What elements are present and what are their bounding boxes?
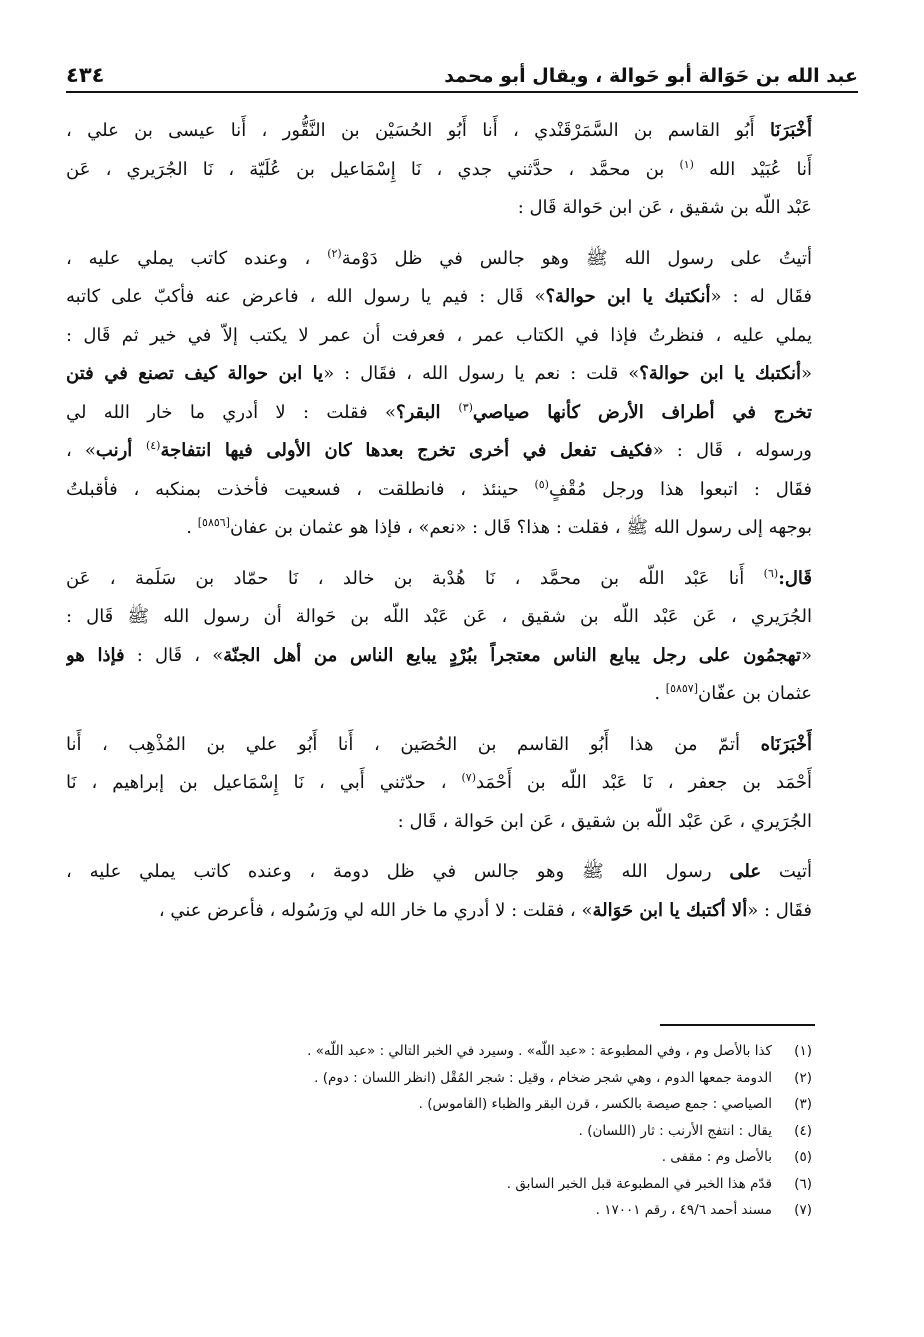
text-segment: تخرج في أطراف الأرض كأنها صياصي: [472, 401, 812, 423]
text-segment: أَخْبَرَنَا: [770, 120, 812, 141]
text-segment: ، وعنده كاتب يملي عليه ،: [66, 247, 328, 269]
text-segment: أَبُو القاسم بن السَّمَرْقَنْدي ، أَنا أَبُو الحُسَيْن بن النَّقُّور ، أَنا عيسى بن علي ،: [66, 120, 770, 141]
paragraph: [66, 726, 812, 842]
footnote-number: (٣): [794, 1096, 812, 1112]
footnote-marker: (٧): [461, 771, 476, 784]
text-line: [66, 560, 812, 599]
text-segment: أتمّ من هذا أَبُو القاسم بن الحُصَين ، أَنا أَبُو علي بن المُذْهِب ، أَنا: [66, 733, 761, 755]
footnote-number: (٦): [794, 1175, 812, 1192]
text-line: [66, 394, 812, 433]
footnote-marker: [٥٨٥٦]: [197, 516, 230, 529]
paragraph: [66, 853, 812, 930]
footnote-marker: [٥٨٥٧]: [665, 682, 698, 695]
text-segment: أنكتبك يا ابن حوالة؟: [639, 363, 802, 384]
text-segment: الجُرَيري ، عَن عَبْد اللّه بن شقيق ، عَن ابن حَوالة ، قَال :: [397, 810, 812, 832]
text-segment: » قلت : نعم يا رسول الله ، فقَال : «: [323, 363, 640, 384]
text-segment: » ، قَال :: [124, 644, 224, 666]
text-line: [66, 764, 812, 803]
paragraph: [66, 240, 812, 548]
footnote: [120, 1091, 812, 1118]
text-segment: حينئذ ، فانطلقت ، فسعيت فأخذت بمنكبه ، فأقبلتُ: [66, 478, 535, 500]
text-segment: البقر؟: [396, 401, 459, 423]
footnote-text: كذا بالأصل وم ، وفي المطبوعة : «عبد اللّه» . وسيرد في الخبر التالي : «عبد اللّه» .: [307, 1043, 772, 1059]
text-segment: فقَال : اتبعوا هذا ورجل مُقْفٍ: [548, 478, 812, 500]
text-segment: يملي عليه ، فنظرتُ فإذا في الكتاب عمر ، فعرفت أن عمر لا يكتب إلاّ في خير ثم قَال :: [66, 324, 812, 346]
text-segment: عَبْد اللّه بن شقيق ، عَن ابن حَوالة قَال :: [517, 197, 812, 218]
text-line: [66, 853, 812, 892]
footnote-marker: (٢): [327, 246, 342, 260]
text-line: [66, 112, 812, 151]
text-line: [66, 892, 812, 931]
text-segment: أَنا عَبْد اللّه بن محمَّد ، نَا هُدْبة بن خالد ، نَا حمّاد بن سَلَمة ، عَن: [66, 567, 764, 589]
text-segment: «: [801, 363, 812, 384]
footnote-text: قدّم هذا الخبر في المطبوعة قبل الخبر السابق .: [506, 1175, 772, 1192]
text-line: [66, 675, 812, 714]
text-segment: رسول الله ﷺ وهو جالس في ظل دومة ، وعنده كاتب يملي عليه ،: [66, 861, 730, 882]
text-line: [66, 151, 812, 190]
footnote-text: بالأصل وم : مقفى .: [661, 1149, 772, 1165]
text-segment: فإذا هو: [66, 644, 125, 666]
text-segment: أرنب: [95, 440, 146, 461]
footnote: [120, 1197, 812, 1224]
text-segment: » قَال : فيم يا رسول الله ، فاعرض عنه فأكبّ على كاتبه: [66, 286, 546, 307]
text-segment: أتيت: [761, 861, 812, 882]
main-text: [66, 112, 812, 942]
text-segment: قَال:: [778, 567, 812, 589]
footnote: [120, 1118, 812, 1145]
footnote-text: يقال : انتفج الأرنب : ثار (اللسان) .: [578, 1122, 772, 1139]
text-segment: بن محمَّد ، حدَّثني جدي ، نَا إِسْمَاعيل بن عُلَيّة ، نَا الجُرَيري ، عَن: [66, 158, 680, 180]
text-line: [66, 355, 812, 394]
footnote-number: (٢): [794, 1069, 812, 1086]
footnote: [120, 1144, 812, 1171]
text-segment: ألا أكتبك يا ابن حَوَالة: [592, 899, 748, 921]
footnote-text: مسند أحمد ٤٩/٦ ، رقم ١٧٠٠١ .: [595, 1202, 772, 1218]
footnote: [120, 1038, 812, 1065]
page-number: ٤٣٤: [66, 63, 105, 87]
text-line: [66, 803, 812, 842]
text-line: [66, 726, 812, 765]
paragraph: [66, 112, 812, 228]
running-head: عبد الله بن حَوَالة أبو حَوالة ، ويقال أبو محمد: [444, 65, 858, 87]
text-segment: يا ابن حوالة كيف تصنع في فتن: [66, 363, 324, 384]
text-line: [66, 317, 812, 356]
footnote-marker: (٤): [145, 439, 161, 452]
text-segment: .: [186, 517, 198, 538]
text-line: [66, 432, 812, 471]
footnote-number: (٧): [794, 1202, 812, 1218]
text-line: [66, 598, 812, 637]
footnote-number: (٤): [794, 1122, 812, 1139]
text-segment: أَحْمَد بن جعفر ، نَا عَبْد اللّه بن أَحْمَد: [475, 772, 812, 793]
footnote-text: الدومة جمعها الدوم ، وهي شجر ضخام ، وقيل : شجر المُقْل (انظر اللسان : دوم) .: [314, 1069, 772, 1086]
footnote-text: الصياصي : جمع صيصة بالكسر ، قرن البقر والظباء (القاموس) .: [418, 1096, 772, 1112]
text-line: [66, 509, 812, 548]
text-segment: أنكتبك يا ابن حوالة؟: [545, 286, 711, 307]
footnote-separator: [660, 1024, 815, 1026]
text-segment: فكيف تفعل في أخرى تخرج بعدها كان الأولى فيها انتفاجة: [160, 440, 653, 461]
footnote-marker: (٦): [763, 566, 779, 580]
text-segment: الجُرَيري ، عَن عَبْد اللّه بن شقيق ، عَن عَبْد اللّه بن حَوالة أن رسول الله ﷺ قَال :: [66, 606, 812, 627]
text-segment: عثمان بن عفّان: [698, 683, 812, 704]
footnote: [120, 1065, 812, 1092]
text-segment: » فقلت : لا أدري ما خار الله لي: [66, 401, 397, 423]
text-segment: على: [729, 861, 762, 882]
page-header: [66, 55, 858, 93]
text-segment: فقَال له : «: [710, 286, 812, 307]
text-line: [66, 189, 812, 228]
text-segment: » ،: [66, 440, 96, 461]
text-line: [66, 278, 812, 317]
text-segment: تهجمُون على رجل يبايع الناس معتجراً ببُرْدٍ يبايع الناس من أهل الجنّة: [223, 644, 801, 666]
footnote-marker: (٣): [458, 400, 473, 414]
text-segment: أَنا عُبَيْد الله: [693, 158, 812, 180]
text-segment: ، حدّثني أَبي ، نَا إِسْمَاعيل بن إبراهيم ، نَا: [66, 772, 462, 793]
footnote-number: (١): [794, 1043, 812, 1059]
text-segment: بوجهه إلى رسول الله ﷺ ، فقلت : هذا؟ قَال : «نعم» ، فإذا هو عثمان بن عفان: [229, 517, 812, 538]
text-segment: .: [654, 683, 666, 704]
text-segment: ورسوله ، قَال : «: [652, 440, 812, 461]
footnote-number: (٥): [794, 1149, 812, 1165]
text-segment: فقَال : «: [747, 899, 812, 921]
text-line: [66, 637, 812, 676]
footnote: [120, 1171, 812, 1198]
text-segment: أَخْبَرَنَاه: [760, 733, 812, 755]
text-segment: أتيتُ على رسول الله ﷺ وهو جالس في ظل دَوْمة: [341, 247, 812, 269]
text-line: [66, 240, 812, 279]
footnote-marker: (١): [679, 157, 694, 171]
paragraph: [66, 560, 812, 714]
footnote-marker: (٥): [534, 477, 549, 491]
text-line: [66, 471, 812, 510]
text-segment: «: [800, 644, 812, 666]
text-segment: » ، فقلت : لا أدري ما خار الله لي ورَسُوله ، فأعرض عني ،: [158, 899, 593, 921]
footnotes: [120, 1038, 812, 1224]
